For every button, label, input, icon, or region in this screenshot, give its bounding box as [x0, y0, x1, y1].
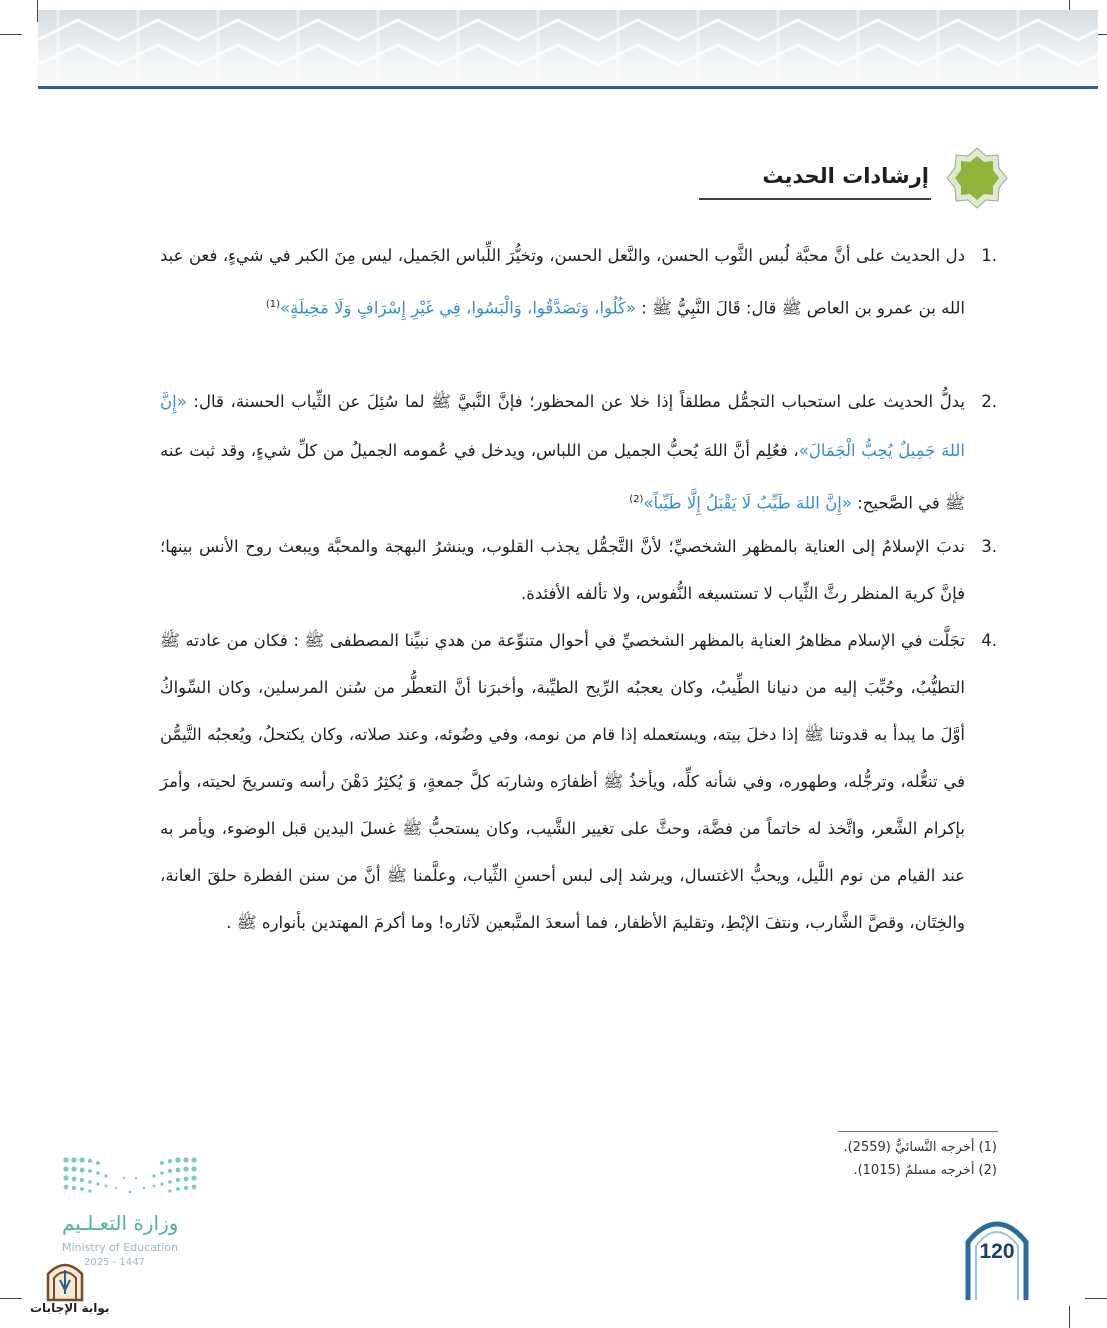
- watermark-text: بوابة الإجابات: [30, 1301, 110, 1315]
- item-text: تجَلَّت في الإسلام مظاهرُ العناية بالمظهر الشخصيِّ في أحوال متنوِّعة من هدي نبيِّنا المصطفى ﷺ : فكان من عادته ﷺ التطيُّبُ، وحُبِّبَ إليه من دنيانا الطِّيبُ، وكان يعجبُه الرِّيح الطيِّبة، وأخبرَنا أنَّ التعطُّر من سُنن المرسلين، وكان السِّواكُ أوَّلَ ما يبدأ به قدوتنا ﷺ إذا دخلَ بيته، ويستعمله إذا قام من نومه، وفي وضُوئه، وعند صلاته، وكان يكتحلُ، ويُعجبُه التَّيمُّن في تنعُّله، وترجُّله، وطهوره، وفي شأنه كلِّه، ويأخذُ ﷺ أظفارَه وشاربَه كلَّ جمعةٍ، وَ يُكثِرُ دَهْنَ رأسه وتسريحَ لحيته، وأمرَ بإكرام الشَّعر، واتَّخذ له خاتماً من فضَّة، وحثَّ على تغيير الشَّيب، وكان يستحبُّ ﷺ غسلَ اليدين قبل الوضوء، ويأمر به عند القيام من نوم اللَّيل، ويحبُّ الاغتسال، ويرشد إلى لبس أحسنِ الثِّياب، وعلَّمنا ﷺ أنَّ من سنن الفطرة حلقَ العانة، والخِتَان، وقصَّ الشَّارب، ونتفَ الإبْطِ، وتقليمَ الأظفار، فما أسعدَ المتَّبعين لآثاره! وما أكرمَ المهتدين بأنواره ﷺ .: [160, 631, 965, 932]
- item-text: يدلُّ الحديث على استحباب التجمُّل مطلقاً إذا خلا عن المحظور؛ فإنَّ النَّبيَّ ﷺ لما سُئِلَ عن الثِّياب الحسنة، قال:: [186, 392, 965, 411]
- footnotes: [843, 1136, 997, 1182]
- item-text: ، فعُلِم أنَّ اللهَ يُحبُّ الجميل من اللباس، ويدخل في عُمومه الجميلُ من كلِّ شيءٍ، وقد ثبت عنه ﷺ في الصَّحيح:: [160, 441, 965, 513]
- section-title: إرشادات الحديث: [762, 164, 929, 188]
- item-number: 4.: [981, 631, 997, 650]
- geometric-pattern-icon: [38, 10, 1098, 86]
- footnote-ref: (2): [629, 494, 644, 505]
- page-number: 120: [979, 1240, 1015, 1263]
- ministry-name-english: Ministry of Education: [62, 1241, 179, 1254]
- footnote-1: (1) أخرجه النَّسائيُّ (2559).: [843, 1140, 997, 1155]
- hadith-quote: «إِنَّ اللهَ جَمِيلٌ يُحِبُّ الْجَمَالَ»: [160, 392, 965, 460]
- footnote-rule: [838, 1131, 998, 1132]
- item-number: 3.: [981, 537, 997, 556]
- item-text: ندبَ الإسلامُ إلى العناية بالمظهر الشخصيِّ؛ لأنَّ التَّجمُّل يجذب القلوب، وينشرُ البهجة والمحبَّة ويبعث روح الأنس بينها؛ فإنَّ كريهَ المنظر رثَّ الثِّياب لا تستسيغه النُّفوس، ولا تألفه الأفئدة.: [160, 537, 965, 603]
- header-rule: [38, 86, 1098, 89]
- ministry-year: 2025 - 1447: [84, 1257, 145, 1268]
- item-number: 2.: [981, 392, 997, 411]
- octagon-badge-icon: [945, 146, 1009, 210]
- hadith-quote: «إِنَّ اللهَ طَيِّبٌ لَا يَقْبَلُ إِلَّا طَيِّباً»: [643, 493, 852, 513]
- hadith-quote: «كُلُوا، وَتَصَدَّقُوا، وَالْبَسُوا، فِي غَيْرِ إِسْرَافٍ وَلَا مَخِيلَةٍ»: [280, 298, 636, 318]
- item-3: [160, 523, 997, 617]
- header-banner: [38, 10, 1098, 86]
- ministry-name-arabic: وزارة التعـلـيم: [62, 1211, 179, 1235]
- gate-logo-icon: [42, 1256, 88, 1302]
- footnote-ref: (1): [265, 299, 281, 310]
- ministry-logo-icon: [62, 1156, 198, 1196]
- section-heading: [679, 146, 1009, 210]
- item-text: دل الحديث على أنَّ محبَّة لُبس الثَّوب الحسن، والنَّعل الحسن، وتخيُّرَ اللِّباس الجَميل، ليس مِنَ الكبر في شيءٍ، فعن عبد الله بن عمرو بن العاص ﷺ قال: قَالَ النَّبِيُّ ﷺ :: [160, 246, 965, 318]
- title-underline: [699, 198, 931, 200]
- footnote-2: (2) أخرجه مسلمٌ (1015).: [853, 1163, 997, 1178]
- item-number: 1.: [981, 246, 997, 265]
- item-4: [160, 617, 997, 946]
- item-2: [160, 377, 997, 528]
- item-1: [160, 231, 997, 333]
